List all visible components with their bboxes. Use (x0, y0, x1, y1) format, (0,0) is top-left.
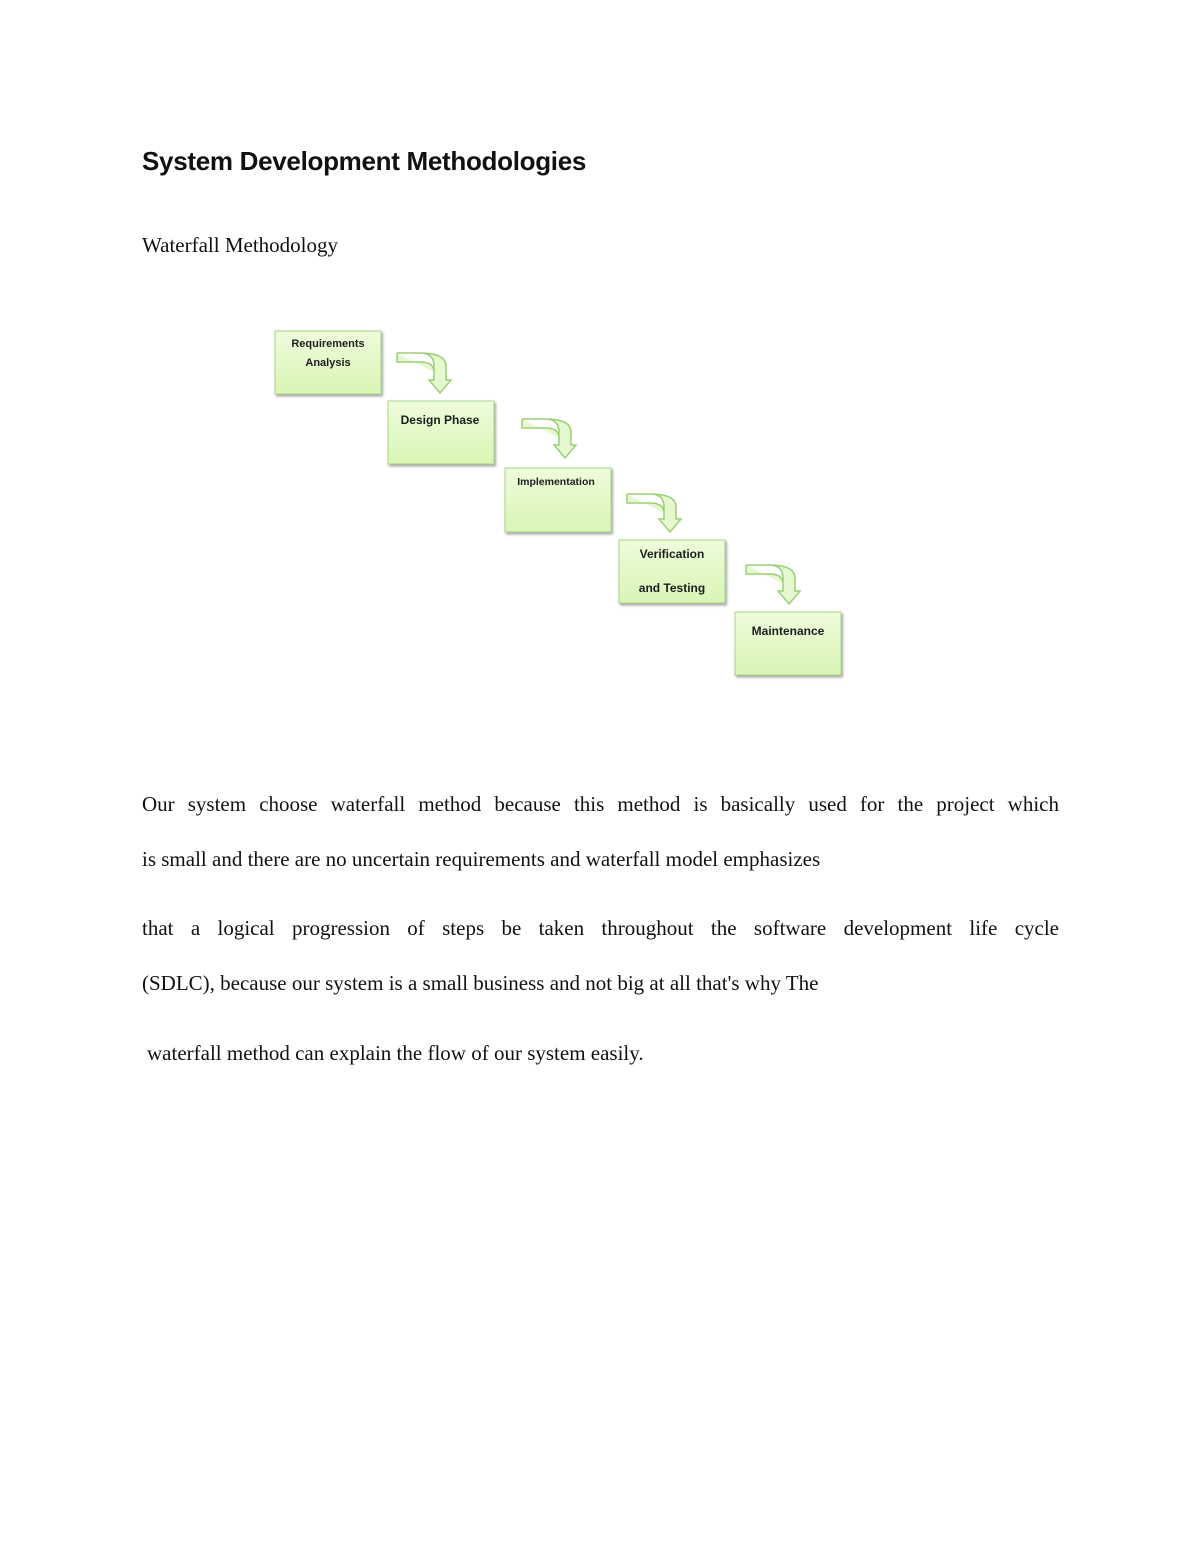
body-line: is small and there are no uncertain requirements and waterfall model emphasizes (142, 847, 821, 871)
phase-label-design: Design Phase (400, 413, 480, 427)
phase-label-implementation: Implementation (517, 476, 595, 488)
phase-box-requirements-analysis (275, 331, 381, 394)
phase-label-verification: Verification (639, 547, 705, 561)
flow-arrow-4 (746, 565, 800, 604)
flow-arrow-1 (397, 353, 451, 393)
body-line: that a logical progression of steps be taken throughout the software development life cycle (142, 916, 1059, 940)
body-line: Our system choose waterfall method because this method is basically used for the project which (142, 792, 1059, 816)
phase-label-analysis: Analysis (305, 357, 351, 369)
phase-box-design (388, 401, 494, 464)
phase-label-requirements: Requirements (291, 338, 365, 350)
body-paragraph-3 (147, 1026, 1064, 1081)
phase-label-maintenance: Maintenance (751, 624, 825, 638)
page-title: System Development Methodologies (142, 146, 587, 176)
phase-label-and-testing: and Testing (638, 581, 706, 595)
phase-box-implementation (505, 468, 611, 532)
waterfall-diagram (0, 0, 1200, 720)
phase-box-maintenance (735, 612, 841, 675)
phase-box-verification-testing (619, 540, 725, 603)
body-line: waterfall method can explain the flow of our system easily. (147, 1041, 644, 1065)
body-line: (SDLC), because our system is a small business and not big at all that's why The (142, 971, 819, 995)
body-paragraph-2 (142, 901, 1059, 1011)
flow-arrow-2 (522, 419, 576, 458)
section-subtitle: Waterfall Methodology (142, 233, 339, 257)
body-paragraph-1 (142, 777, 1059, 887)
flow-arrow-3 (627, 494, 681, 532)
